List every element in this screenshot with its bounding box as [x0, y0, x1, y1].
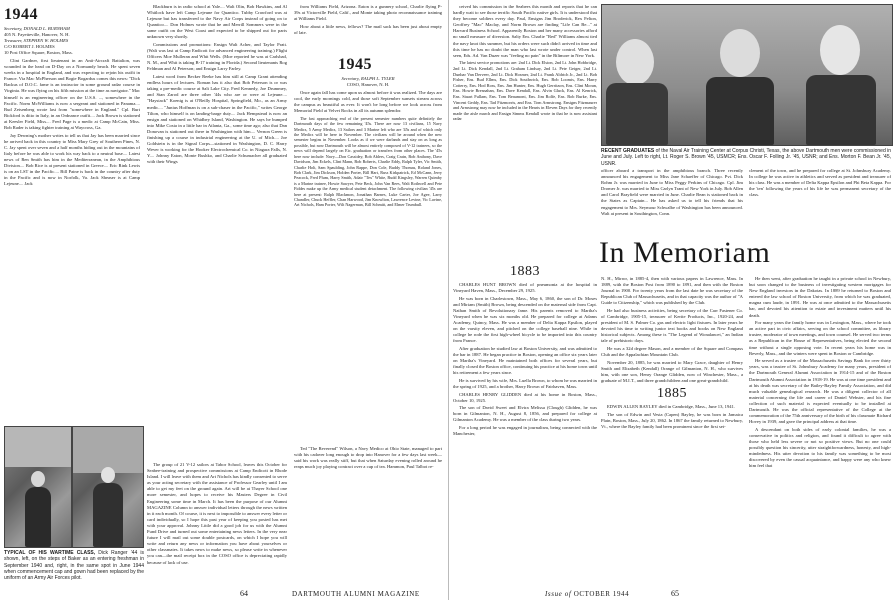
right-col-1: [453, 4, 597, 256]
paragraph: For many years the family home was in Lexington, Mass., where he took an active part in civic affairs, serving on the school committee, as library trustee, moderator of town meetings, and town counsel. He served two terms as a Republican in the House of Representatives, being elected the second time without a single opposing vote. In recent years his home was in Beverly, Mass., and the winters were spent in Boston or Cambridge.: [749, 320, 891, 356]
left-col-2-3-lower: [147, 462, 287, 582]
photo-aviator-head: [616, 39, 654, 85]
issue-footer-date: OCTOBER 1944: [573, 590, 630, 598]
photo-aviator-head: [820, 25, 860, 75]
obituary-text-bayley: [749, 276, 891, 469]
photo-pilot-1944: [72, 426, 144, 548]
right-page: [449, 0, 896, 600]
paragraph: The group of 21 V-12 sailors at Tabor School, leaves this October for Seabee-training and prospective commissions at Camp Endicott in Rhode Island. I will leave with them and Art Nichols has kindly consented to serve as your acting secretary with the assistance of Professor Gearley until I am able to get my feet on the ground again. Art will be at Thayer School one more semester, and hopes to receive his Masters Degree in Civil Engineering some time in March. It has been the purpose of our Alumni MAGAZINE Column to answer individual letters through the news written in it each month. Of course, it is next to impossible to answer every letter or card individually, so I hope this past year of keeping you posted has met with your approval. Johnny Little did a good job for us with the Alumni Fund Drive and turned out some entertaining news letters. In the very near future I will mail out some double postcards, on which I hope you will write and return any news or information you have about yourselves or other classmates. It takes news to make news, so please write in whenever you can—the mail receipt box in the COSO office is depreciating rapidly because of lack of use.: [147, 462, 287, 565]
obituary-1883: [453, 262, 597, 580]
paragraph: The son of Edwin and Vesta (Capen) Bayley, he was born in Jamaica Plain, Boston, Mass., July 20, 1862. In 1867 the family returned to Newbury, Vt., where the Bayley family had been prominent since the first set-: [601, 411, 743, 429]
paragraph: Clint Gardner, first lieutenant in an Anti-Aircraft Battalion, was wounded in the head on D-Day on a Normandy beach. He spent seven weeks in a hospital in England, and was expecting to rejoin his outfit in France. Via Mac McPherson and Bogie Bogardus comes this news: "Dick Backus of D.O.C. fame is an instructor in some ground radar course in Virginia. He was flying on his fifth mission at the time as navigator." Mac himself is an engineering officer on the U.S.S. ..., somewhere in the Pacific. Norm McWilliams is now a sergeant and stationed in Panama.... Bud Zeisenberg wrote last from "somewhere in England." Cpl. Burt Bickford is ditto in Italy, in an Ordnance outfit.... Jack Brown is stationed at Keesler Field, Miss.... Fred Page is a medic at Camp McCain, Miss. Bob Rader is taking fighter training at Waycross, Ga.: [4, 58, 140, 131]
class-treasurer-care-of: C/O ROBERT J. HOLMES: [4, 44, 55, 49]
issue-footer-lead: Issue of: [545, 590, 572, 598]
class-news-1944-cont: [147, 4, 287, 165]
left-col-2: [147, 4, 287, 424]
photo-aviator-body: [606, 83, 668, 145]
paragraph: clement of the town, and he prepared for college at St. Johnsbury Academy. In college he was active in athletics and served as president and treasurer of his class. He was a member of Delta Kappa Epsilon and Phi Beta Kappa. For the 'ten' following the years of his life he was permanent secretary of the class.: [749, 168, 891, 198]
paragraph: How about a little news, fellows? The mail sack has been just about empty of late.: [294, 23, 442, 35]
class-secretary-address: COSO, Hanover, N. H.: [346, 81, 390, 87]
class-year-heading: 1944: [4, 6, 38, 23]
class-news-1945: [294, 90, 442, 208]
left-col-3-lower: [294, 446, 442, 584]
paragraph: Blackburn is in radio school at Yale.... Walt Olin, Bob Hawkins, and Al Whitlock have left Camp Lejeune for Quantico. Tubby Crawford was at Lejeune but has transferred to the Navy Air Corps instead of going on to Quantico.... Don Holmes wrote that he and Merrill Sommers were in the same outfit on the West Coast and expected to be shipped out for parts unknown very shortly.: [147, 4, 287, 40]
photo-freshman-1940: [4, 426, 72, 548]
paragraph: For a long period he was engaged in journalism, being connected with the Manchester,: [453, 425, 597, 437]
right-col-3-upper: [749, 168, 891, 238]
paragraph: from Williams Field, Arizona. Eaton is a gunnery school, Charlie flying P-39s at Victorville Field, Calif., and Monte taking photo reconnaissance training at Williams Field.: [294, 4, 442, 22]
caption-text: of the Naval Air Training Center at Corpus Christi, Texas, the above Dartmouth men were commissioned in June and July. Left to right, Lt. Roger S. Brown '45, USMCR; Ens. Oscar F. Folling Jr. '45, USNR; and Ens. Morton F. Bean Jr. '45, USNR.: [601, 148, 892, 167]
class-news-1945-right: [453, 4, 597, 122]
class-secretary-address: 405 N. Fayetteville, Hanover, N. H.: [4, 32, 70, 37]
paragraph: November 20, 1885, he was married to Mary Grace, daughter of Henry Smith and Elizabeth (Kendall) Orange of Gilmanton, N. H., who survives him, with one son, Henry Orange Glidden, now of Winchester, Mass., a graduate of M.I.T., and three grandchildren and one great-grandchild.: [601, 359, 743, 383]
class-news-1944: [4, 58, 140, 187]
paragraph: officer aboard a transport in the amphibious branch. Three recently announced his engagement to Miss Jane Schaeffer of Chicago. Pvt. Dick Rohm Jr. was married in June to Miss Peggy Perkins of Chicago. Cpl. Jim Dromer Jr. was married to Miss Carlyn Trant of New York in July. Bob Allen and Carol Brayfield were married in June. Charlie Bean is stationed back in the States as Captain... He has asked us to tell his friends that his engagement to Mrs. Seymour Schwalbe of Washington has been announced. Walt at present in Southington, Conn.: [601, 168, 743, 216]
engagement-notes: [601, 168, 743, 217]
paragraph: CHARLES HUNT BROWN died of pneumonia at the hospital in Vineyard Haven, Mass., December 29, 1925.: [453, 282, 597, 294]
photo-figure-head: [101, 467, 115, 483]
paragraph: He is survived by his wife, Mrs. Luella Brown, to whom he was married in the spring of 1925, and a brother, Harry Brown of Fairhaven, Mass.: [453, 377, 597, 389]
photo-figure-body: [25, 487, 51, 547]
paragraph: He was born in Charlestown, Mass., May 6, 1860, the son of Dr. Moses and Miriam (Smith) Brown, being descended on the maternal side from Capt. Nathan Smith of Revolutionary fame. His parents removed to Martha's Vineyard when he was six months old. He prepared for college at Adams Academy, Quincy, Mass. He was a member of Delta Kappa Epsilon, played on the varsity eleven, and pitched on the college baseball nine. While in college he rode the first high-wheel bicycle to be imported into this country from France.: [453, 295, 597, 344]
paragraph: CHARLES HENRY GLIDDEN died at his home in Boston, Mass., October 10, 1925.: [453, 391, 597, 403]
issue-footer: [545, 590, 629, 598]
class-year-heading: 1945: [338, 55, 372, 73]
obituary-text-1885: [601, 404, 743, 430]
class-secretary: Secretary, DONALD L. BURNHAM: [4, 26, 70, 31]
photo-aviator-body: [806, 75, 876, 145]
paragraph: He then went, after graduation he taught in a private school in Newbury, but soon changed to the business of investigating western mortgages for New England investors in the Dakotas. In 1889 he returned to Boston and entered the law school of Boston University, from which he was graduated, magna cum laude, in 1891. He was at once admitted to the Massachusetts bar, and devoted his attention to estate and investment matters until his death.: [749, 276, 891, 318]
obituary-right: [749, 276, 891, 580]
page-number-right: 65: [671, 589, 679, 598]
photo-aviator-body: [706, 77, 774, 145]
paragraph: EDWIN ALLEN BAYLEY died in Cambridge, Mass., June 13, 1941.: [607, 404, 736, 410]
paragraph: Latest word from Becker Reeke has him still at Camp Grant attending endless hours of lectures. Roman has it also that Bob Peterson is or was taking a pre-medic course at Salt Lake City. Fred Kennedy, Joe Drummey, and Stan Zarod are three other '44s who are or were at Lejeune.... "Haystack" Koenig is at O'Reilly Hospital, Springfield, Mo., as an Army medic.... "Junius Hoffman is on a sub-chaser in the Pacific," writes George Tilton, who himself is on landing-barge duty.... Jack Hempstead is now an ensign and stationed on Whidbey Island, Washington. He says he bumped into Mike Costa in a little bar in Atlanta, Ga., some time ago; also that Dan Donovan is stationed out there in Washington with him.... Vernon Green is finishing up a course in industrial engineering at the U. of Mich.... Joe Goldstein is in the Signal Corps—stationed in Washington, D. C. Harry Wever is working for the Hooker Electrochemical Co. in Niagara Falls, N. Y.... Johnny Eaton, Monte Bushko, and Charlie Schumacher all graduated with their Wings: [147, 74, 287, 165]
photo-aviator-head: [720, 29, 760, 77]
caption-lead: TYPICAL OF HIS WARTIME CLASS,: [4, 550, 96, 556]
caption-lead: RECENT GRADUATES: [601, 148, 655, 154]
caption-text: Dick Ranger '44 is shown, left, on the steps of Baker as an entering freshman in September 1940 and, right, in the same spot in June 1944 when commencement cap and gown had been replaced by the uniform of an Army Air Forces pilot.: [4, 550, 145, 582]
paragraph: After graduation he studied law at Boston University, and was admitted to the bar in 1887. He began practice in Boston, opening an office six years later on Martha's Vineyard. He maintained both offices for several years, but finally closed the Boston office, continuing his practice at his home town until his retirement a few years since.: [453, 345, 597, 376]
paragraph: Jay Dewning's mother writes to tell us that Jay has been married since he arrived back in this country to Miss Mary Grey of Southern Pines, N. C. Jay spent over seven and a half months hiding out in the mountains of Italy before he was able to work his way back to a neutral base.... Latest news of Ren Smith has him in the Mediterranean, in the Amphibious Division.... Bob Rice is at present stationed in Greece.... Eric Rink Lewis is on an LST in the Pacific.... Bill Paine is back in the country after duty in the Pacific and is now in Norfolk, Va. Jack Sheaser is at Camp Lejeune.... Jack: [4, 132, 140, 187]
paragraph: A descendant on both sides of early colonial families, he was a conservative in politics and religion, and found it difficult to agree with those who held less severe or not so positive views. But no one could possibly question his sincerity, utter straightforwardness, honesty, and high-mindedness. His utter devotion to his family was something to be most discovered by even the casual acquaintance, and happy were any who knew him feel that: [749, 426, 891, 469]
paragraph: ceived his commission in the Seabees this month and reports that he can hardly wait to see those terrific South Pacific native girls. It is understood that they become soldiers every day. Paul, Ensigns Jim Broderick, Rex Felton, Geoffrey "Mac" Maclay, and Norm Brown are finding "Life Can Be..." at Harvard Business School. Apparently Boston and her many accessories afford no small measure of diversion. Salty Em. Charlie "Red" Williams almost tied the navy knot this summer, but his orders were such didn't arrived in time and this time he has no doubt the man who last wrote under control. When last seen, Eds. Ad. Van Duzer was "feeling no pain" in the Biltmore in New York.: [453, 4, 597, 58]
right-col-2-upper: [601, 168, 743, 238]
paragraph: He was a 32d degree Mason, and a member of the Square and Compass Club and the Appalachian Mountain Club.: [601, 346, 743, 358]
paragraph: Commissions and promotions: Ensign Walt Acher, and Taylor Pratt. (Walt was last at Camp Endicott for advanced engineering training.) Flight Officers Moe Mulleran and Whit Wells. (Moe reported he was at Carlsbad, N. M., and Whit is taking B-17 training in Florida.) Second lieutenants Rog Feldman and Al Peterson; and Ensign Larry Farley.: [147, 42, 287, 72]
photo-caption-right: [601, 148, 891, 167]
paragraph: N. H., Mirror, in 1885-4, then with various papers in Lawrence, Mass. In 1889, with the Boston Post from 1890 to 1891, and then with the Boston Journal in 1900. For twenty years from the last date he was secretary of the Republican Club of Massachusetts, and in that capacity was the author of "A Guide to Citizenship," which was published by the Club.: [601, 276, 743, 306]
paragraph: The fast approaching end of the present semester numbers quite definitely the Dartmouth days of the few remaining '45s. There are now 13 civilians, 15 Navy Medics, 5 Army Medics, 13 Sailors and 3 Marine left who are '45s and of which only the Medics will be here in November. The civilians will be around when the new semester begins in November. Looks as if we were darlands and stay on as long as possible, but now Dartmouth will be almost entirely composed of V-12 trainees, so the news will depend largely on Etc. graduation or transfers from other places. The '45s here now include: Navy—Don Cassidey, Bob Ablers, Craig Crain, Bob Anthony, Dave Davidson, Jim Eckels, Clint Mann, Bob Roberts, Charlie Eddy, Ralph Tyler, Vic Smith, Charlie Holt, Sam Spaulding, John Rappe, Don Cole, Buddy Thomas, Roland Jones, Bob Clark, Jim Dickson, Holden Porter, Bill Hart, Russ Kirkpatrick, Ed McCann, Jerry Peacock, Fred Plum, Harry Smith, Adair "Tex" White, Budd Kingsley, Warren Quimby is a Marine trainee, Howie Sawyer, Pete Beck, John Van Rees, Walt Rothwell and Pete Fiddes make up the Army medical student detachment. The following civilian '45s are here at present: Ralph Blackmon, Jonathan Barnes, Luke Carter, Joe Agee, Larry Chandler, Chuck Heffler, Chan Harwood, Jim Knowlton, Lawrence Levine, Vic Lavine, Art Nichols, Ham Porter, Wilt Nagerman, Bill Schmitt, and Elmer Trumbull.: [294, 115, 442, 208]
obituary-middle: [601, 276, 743, 580]
paragraph: Once again fall has come upon us almost before it was realized. The days are cool, the early mornings cold, and those soft September sunsets stream across the campus as beautiful as ever. It won't be long before we look across from Memorial Field at Velvet Rocks in all its autumn splendor.: [294, 89, 442, 114]
magazine-footer: DARTMOUTH ALUMNI MAGAZINE: [292, 590, 420, 598]
paragraph: He had also business activities, being secretary of the Carr Fastener Co. of Cambridge, 1905-15, treasurer of Kerite Products, Inc., 1920-24, and president of M. S. Palmer Co. gas and electric light fixtures. In later years he devoted his time to writing junior text books and books on New England historical subjects. Among these is "The Legend of Wonalancet," an Indian tale of prehistoric days.: [601, 307, 743, 344]
paragraph: Ted "The Reverend" Wilson, a Navy Medico at Ohio State, managed to part with his cadaver long enough to drop into Hanover for a few days last week—said his work was really stiff, but that when Saturday evening rolled around he reaps much joy playing contract over a cup of tea. Hammon, Paul Talbot re-: [294, 446, 442, 470]
paragraph: The son of David Sweet and Elvira Melissa (Clough) Glidden, he was born in Gilmanton, N. H., August 8, 1856, and prepared for college at Gilmanton Academy. He was a member of the class during two years.: [453, 405, 597, 423]
class-treasurer-address: 10 Post Office Square, Boston, Mass.: [4, 50, 73, 55]
obituary-text-glidden-cont: [601, 276, 743, 384]
photo-figure-head: [31, 471, 45, 487]
obituary-class-year: 1885: [657, 386, 687, 402]
paragraph: He served as a trustee of the Massachusetts Savings Bank for over thirty years, was a trustee of St. Johnsbury Academy for many years, president of the Dartmouth General Alumni Association in 1914-15 and of the Boston Dartmouth Alumni Association in 1918-19. He was at one time president and at his death was secretary of the Bailey-Bayley Family Association, and did much valuable genealogical research. He was a diligent collector of all material concerning the life and career of Daniel Webster, and his fine collection of such material is expected eventually to be installed at Dartmouth. He was the official representative of the College at the commemoration of the 75th anniversary of the birth of his classmate Richard Hovey in 1939, and gave the principal address at that time.: [749, 358, 891, 425]
left-col-1: [4, 4, 140, 424]
photo-naval-aviators: [601, 4, 893, 146]
photo-background: [5, 427, 71, 467]
photo-caption-left: [4, 550, 144, 581]
class-news-1945-end: [294, 446, 442, 470]
class-treasurer: Treasurer, STEPHEN W. HOLMES: [4, 38, 69, 43]
left-col-3: [294, 4, 442, 444]
class-secretary: Secretary, RALPH L. TYLER: [341, 75, 395, 81]
page-number-left: 64: [240, 589, 248, 598]
class-news-1945-cont: [147, 462, 287, 566]
in-memoriam-heading: In Memoriam: [599, 236, 771, 269]
obituary-text-1883: [453, 282, 597, 437]
photo-figure-body: [93, 483, 123, 547]
class-news-1944-end: [294, 4, 442, 36]
obituary-class-year: 1883: [510, 264, 540, 279]
paragraph: The latest service promotions are: 2nd Lt. Dick Elston, 2nd Lt. John Hobbridge, 2nd Lt. Dick Kendall, 2nd Lt. Graham Lindsay, 2nd Lt. Pete Geiger, 2nd Lt. Dunbar Van Derveer, 2nd Lt. Dick Hosmer, 2nd Lt. Frank Aldrich Jr., 2nd Lt. Bob Fisher, Ens. Bud Ellms, Ens. Dick Southwick, Ens. Bob Loomis, Ens. Harry Cotterry, Ens. Hod Ross, Ens. Jim Hunter, Ens. Hugh Gerritzon, Ens. Clint Moran, Ens. Howie Bresnahan, Ens. Dave Kendall, Ens. Alvin Gluck, Ens. Al Kenrick, Ens. Stuart Fullam, Ens. Tom Beaumont, Ens. Jim Rolfe, Ens. Bob Burke, Ens. Vincent Geddy, Ens. Tad Fitzmorris, and Ens. Tom Armstrong. Ensigns Fitzmaurer and Armstrong may now be included in the Hearts in Eleven Days for they recently made the aisle march and Ensign Simms Kendall wrote in that he is now assistant radar: [453, 60, 597, 122]
bayley-bio-start: [749, 168, 891, 198]
